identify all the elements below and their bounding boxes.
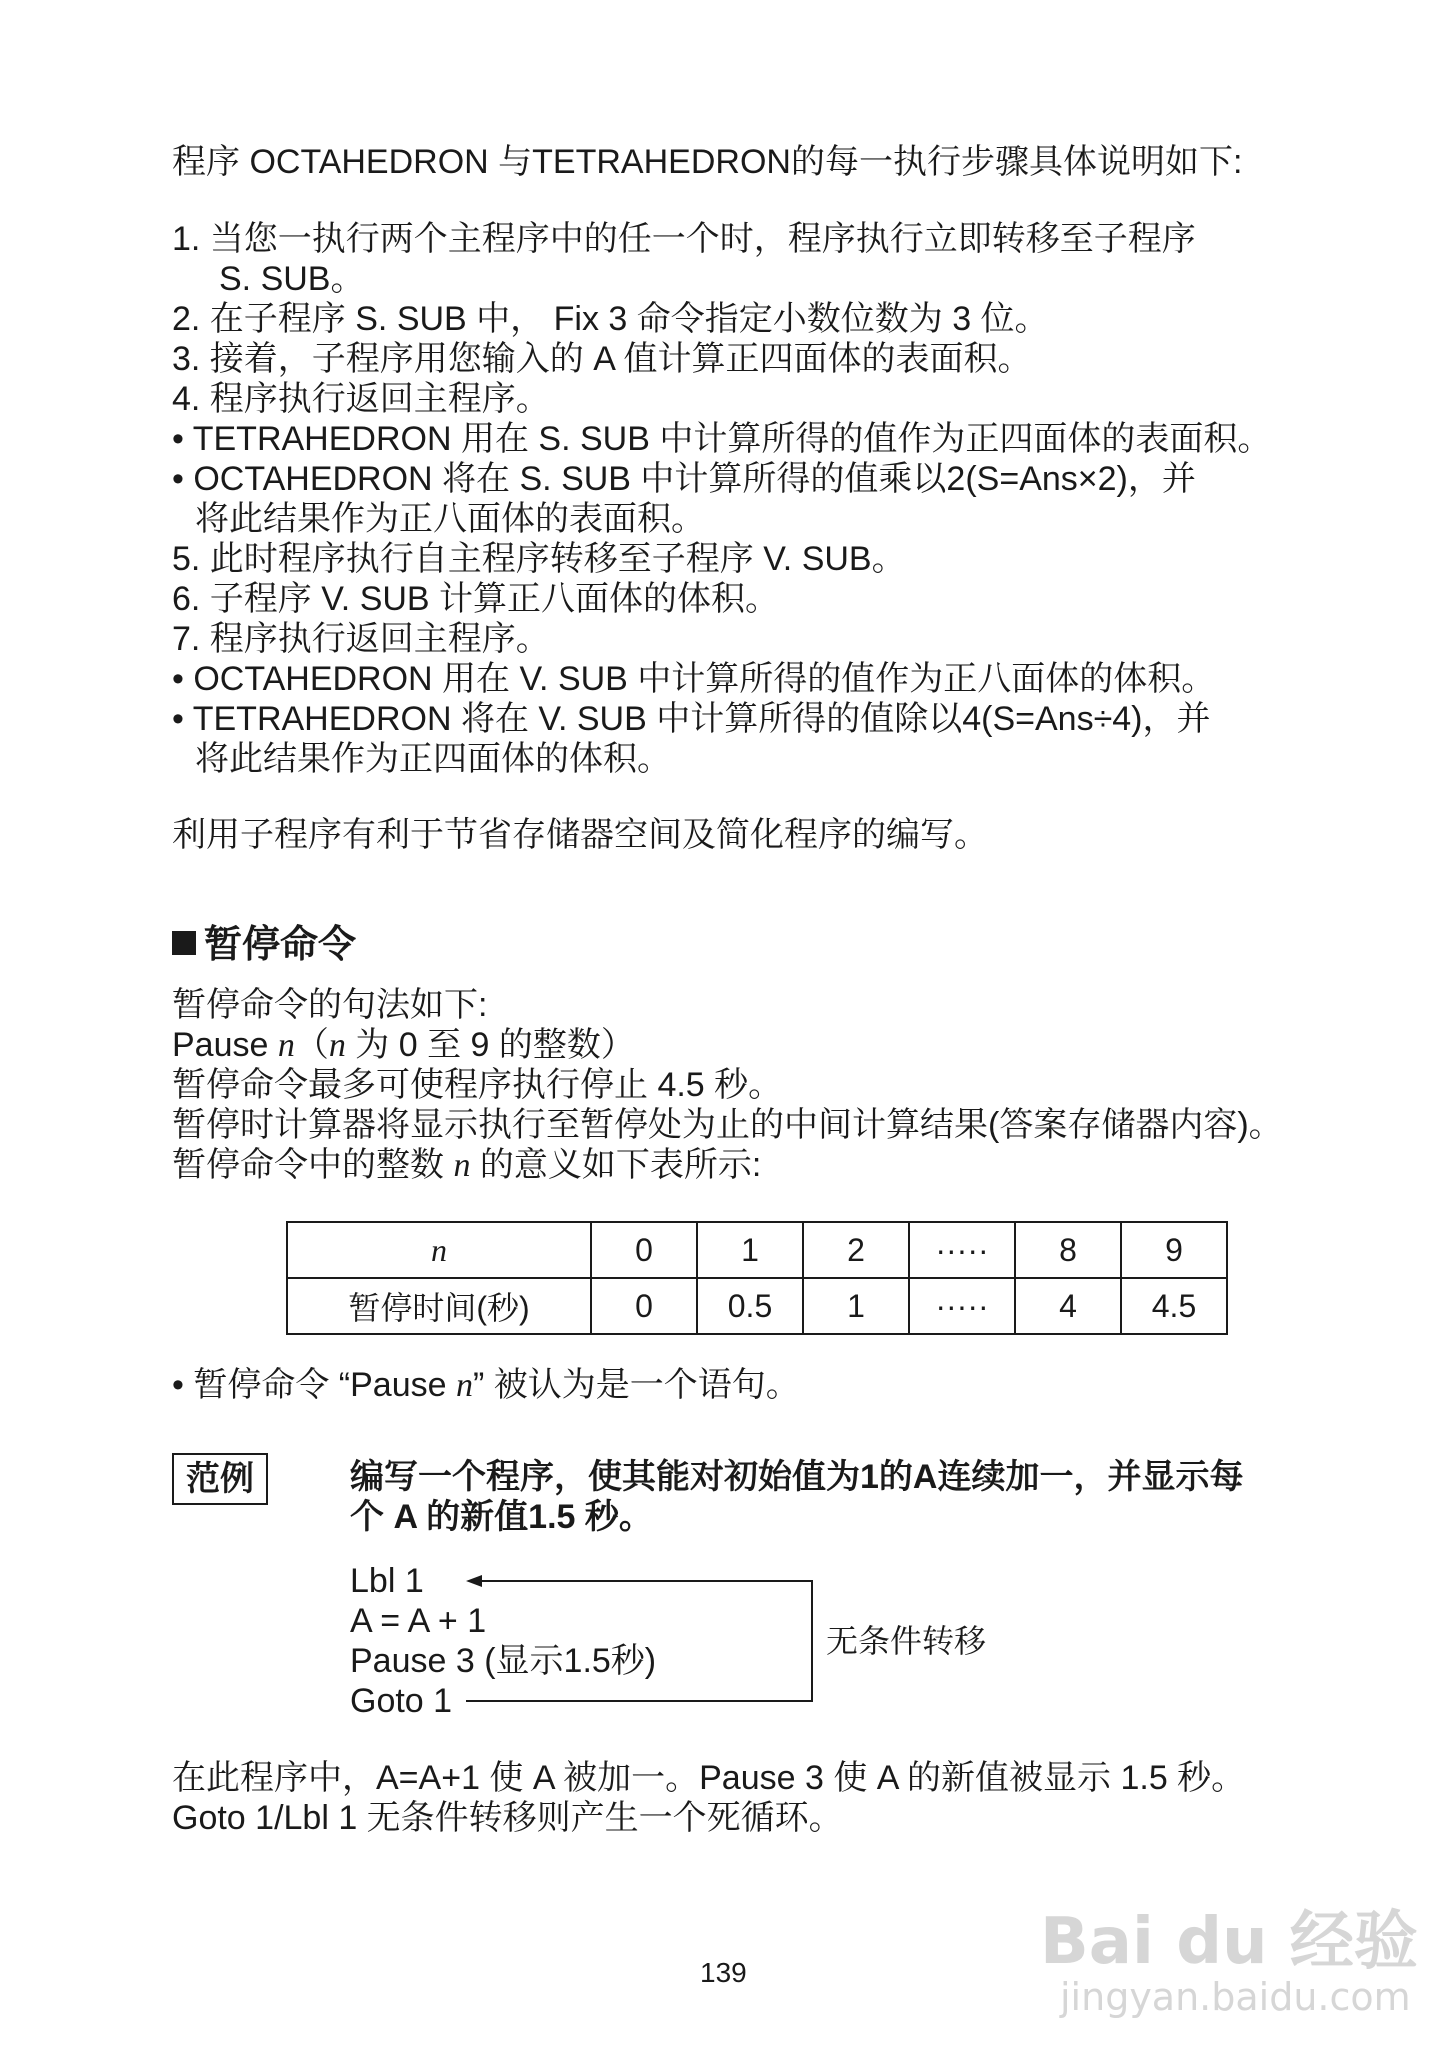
max-pause-text: 暂停命令最多可使程序执行停止 4.5 秒。 bbox=[172, 1066, 783, 1104]
example-desc-1: 编写一个程序，使其能对初始值为1的A连续加一，并显示每 bbox=[350, 1458, 1244, 1496]
step-1-cont: S. SUB。 bbox=[219, 260, 365, 298]
example-label: 范例 bbox=[172, 1453, 268, 1505]
code-line-4: Goto 1 bbox=[350, 1682, 453, 1720]
step-5: 5. 此时程序执行自主程序转移至子程序 V. SUB。 bbox=[172, 540, 906, 578]
baidu-watermark-url: jingyan.baidu.com bbox=[1060, 1975, 1411, 2019]
table-cell: 4 bbox=[1015, 1278, 1121, 1334]
table-cell: 8 bbox=[1015, 1222, 1121, 1278]
bullet-2: • OCTAHEDRON 将在 S. SUB 中计算所得的值乘以2(S=Ans×2)，并 bbox=[172, 460, 1196, 498]
jump-bracket-line bbox=[466, 1581, 812, 1701]
bullet-2-cont: 将此结果作为正八面体的表面积。 bbox=[195, 500, 705, 538]
table-intro-var: n bbox=[453, 1147, 471, 1184]
table-intro-pre: 暂停命令中的整数 bbox=[172, 1146, 454, 1184]
syntax-pre: Pause bbox=[172, 1026, 278, 1064]
table-cell: ····· bbox=[909, 1222, 1015, 1278]
table-cell: 0 bbox=[591, 1222, 697, 1278]
step-7: 7. 程序执行返回主程序。 bbox=[172, 620, 550, 658]
page-number: 139 bbox=[700, 1957, 747, 1988]
bullet-4: • TETRAHEDRON 将在 V. SUB 中计算所得的值除以4(S=Ans÷4)，并 bbox=[172, 700, 1211, 738]
step-4: 4. 程序执行返回主程序。 bbox=[172, 380, 550, 418]
code-line-3: Pause 3 (显示1.5秒) bbox=[350, 1642, 657, 1680]
syntax-var: n bbox=[277, 1027, 295, 1064]
arrow-head-icon bbox=[466, 1575, 482, 1587]
table-cell: 9 bbox=[1121, 1222, 1227, 1278]
explain-2: Goto 1/Lbl 1 无条件转移则产生一个死循环。 bbox=[172, 1799, 843, 1837]
step-1: 1. 当您一执行两个主程序中的任一个时，程序执行立即转移至子程序 bbox=[172, 220, 1196, 258]
statement-note-pre: • 暂停命令 “Pause bbox=[172, 1366, 456, 1404]
code-line-2: A = A + 1 bbox=[350, 1602, 487, 1640]
baidu-watermark-brand: Bai du 经验 bbox=[1040, 1905, 1418, 1979]
table-cell: 0 bbox=[591, 1278, 697, 1334]
table-cell: 1 bbox=[803, 1278, 909, 1334]
syntax-intro: 暂停命令的句法如下: bbox=[172, 986, 488, 1024]
syntax-mid: （ bbox=[294, 1026, 329, 1064]
table-cell: ····· bbox=[909, 1278, 1015, 1334]
example-desc-2: 个 A 的新值1.5 秒。 bbox=[350, 1498, 653, 1536]
table-cell: 4.5 bbox=[1121, 1278, 1227, 1334]
bullet-3: • OCTAHEDRON 用在 V. SUB 中计算所得的值作为正八面体的体积。 bbox=[172, 660, 1216, 698]
section-title: 暂停命令 bbox=[204, 924, 357, 966]
step-6: 6. 子程序 V. SUB 计算正八面体的体积。 bbox=[172, 580, 780, 618]
code-line-1: Lbl 1 bbox=[350, 1562, 424, 1600]
jump-label: 无条件转移 bbox=[826, 1623, 987, 1659]
table-header-n: n bbox=[287, 1222, 591, 1278]
intro-text: 程序 OCTAHEDRON 与TETRAHEDRON的每一执行步骤具体说明如下: bbox=[172, 143, 1243, 181]
explain-1: 在此程序中，A=A+1 使 A 被加一。Pause 3 使 A 的新值被显示 1.5 秒。 bbox=[172, 1759, 1246, 1797]
table-row-label: 暂停时间(秒) bbox=[287, 1278, 591, 1334]
bullet-4-cont: 将此结果作为正四面体的体积。 bbox=[195, 740, 671, 778]
table-intro-post: 的意义如下表所示: bbox=[470, 1146, 762, 1184]
table-cell: 1 bbox=[697, 1222, 803, 1278]
step-3: 3. 接着，子程序用您输入的 A 值计算正四面体的表面积。 bbox=[172, 340, 1032, 378]
bullet-1: • TETRAHEDRON 用在 S. SUB 中计算所得的值作为正四面体的表面积。 bbox=[172, 420, 1272, 458]
display-note: 暂停时计算器将显示执行至暂停处为止的中间计算结果(答案存储器内容)。 bbox=[172, 1106, 1283, 1144]
table-cell: 2 bbox=[803, 1222, 909, 1278]
table-cell: 0.5 bbox=[697, 1278, 803, 1334]
step-2: 2. 在子程序 S. SUB 中， Fix 3 命令指定小数位数为 3 位。 bbox=[172, 300, 1049, 338]
statement-note-post: ” 被认为是一个语句。 bbox=[472, 1366, 800, 1404]
statement-note-var: n bbox=[455, 1367, 473, 1404]
syntax-var-2: n bbox=[328, 1027, 346, 1064]
summary-text: 利用子程序有利于节省存储器空间及简化程序的编写。 bbox=[172, 816, 988, 854]
syntax-post: 为 0 至 9 的整数） bbox=[345, 1026, 635, 1064]
